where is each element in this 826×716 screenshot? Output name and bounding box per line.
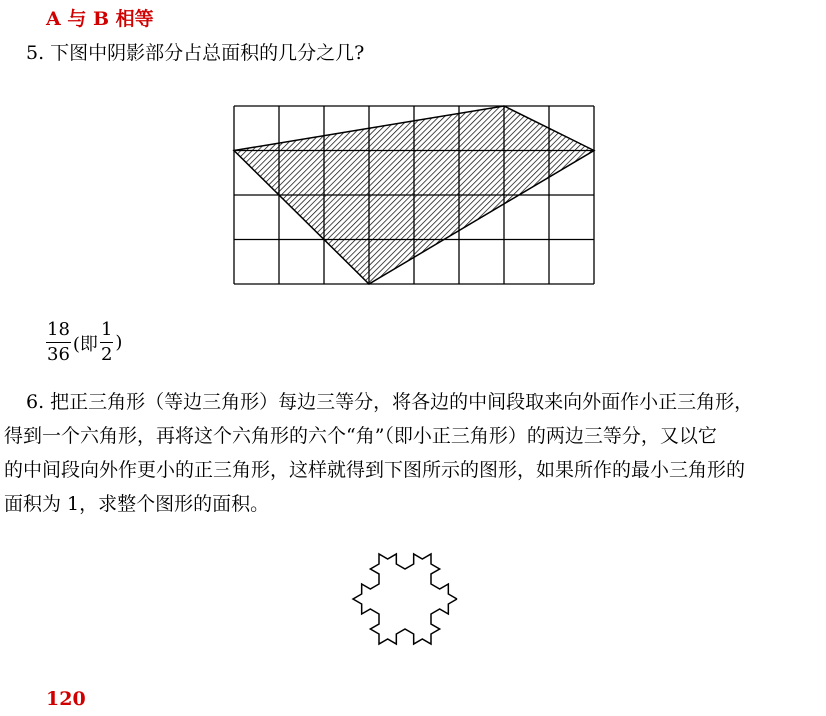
question-6-line-2: 得到一个六角形，再将这个六角形的六个“角”（即小正三角形）的两边三等分，又以它 (4, 425, 717, 447)
question-5-text: 5. 下图中阴影部分占总面积的几分之几? (26, 42, 365, 64)
koch-outline (353, 554, 457, 644)
shaded-grid-figure (228, 100, 602, 290)
fraction-main-numerator: 18 (46, 318, 71, 343)
page-number: 120 (46, 688, 86, 710)
fraction-alt-numerator: 1 (100, 318, 113, 343)
question-6-line-4: 面积为 1，求整个图形的面积。 (4, 493, 270, 515)
question-6-line-1: 6. 把正三角形（等边三角形）每边三等分，将各边的中间段取来向外面作小正三角形， (26, 391, 754, 413)
question-6-line-3: 的中间段向外作更小的正三角形，这样就得到下图所示的图形，如果所作的最小三角形的 (4, 459, 746, 481)
koch-star-figure (330, 528, 480, 670)
fraction-main-denominator: 36 (47, 344, 70, 365)
fraction-alt (100, 318, 113, 367)
previous-answer: A 与 B 相等 (46, 8, 154, 30)
fraction-main (46, 318, 71, 367)
answer-5 (46, 318, 124, 367)
fraction-alt-denominator: 2 (100, 344, 113, 365)
answer-open-paren: (即 (72, 333, 98, 355)
answer-close-paren: ) (115, 332, 123, 353)
